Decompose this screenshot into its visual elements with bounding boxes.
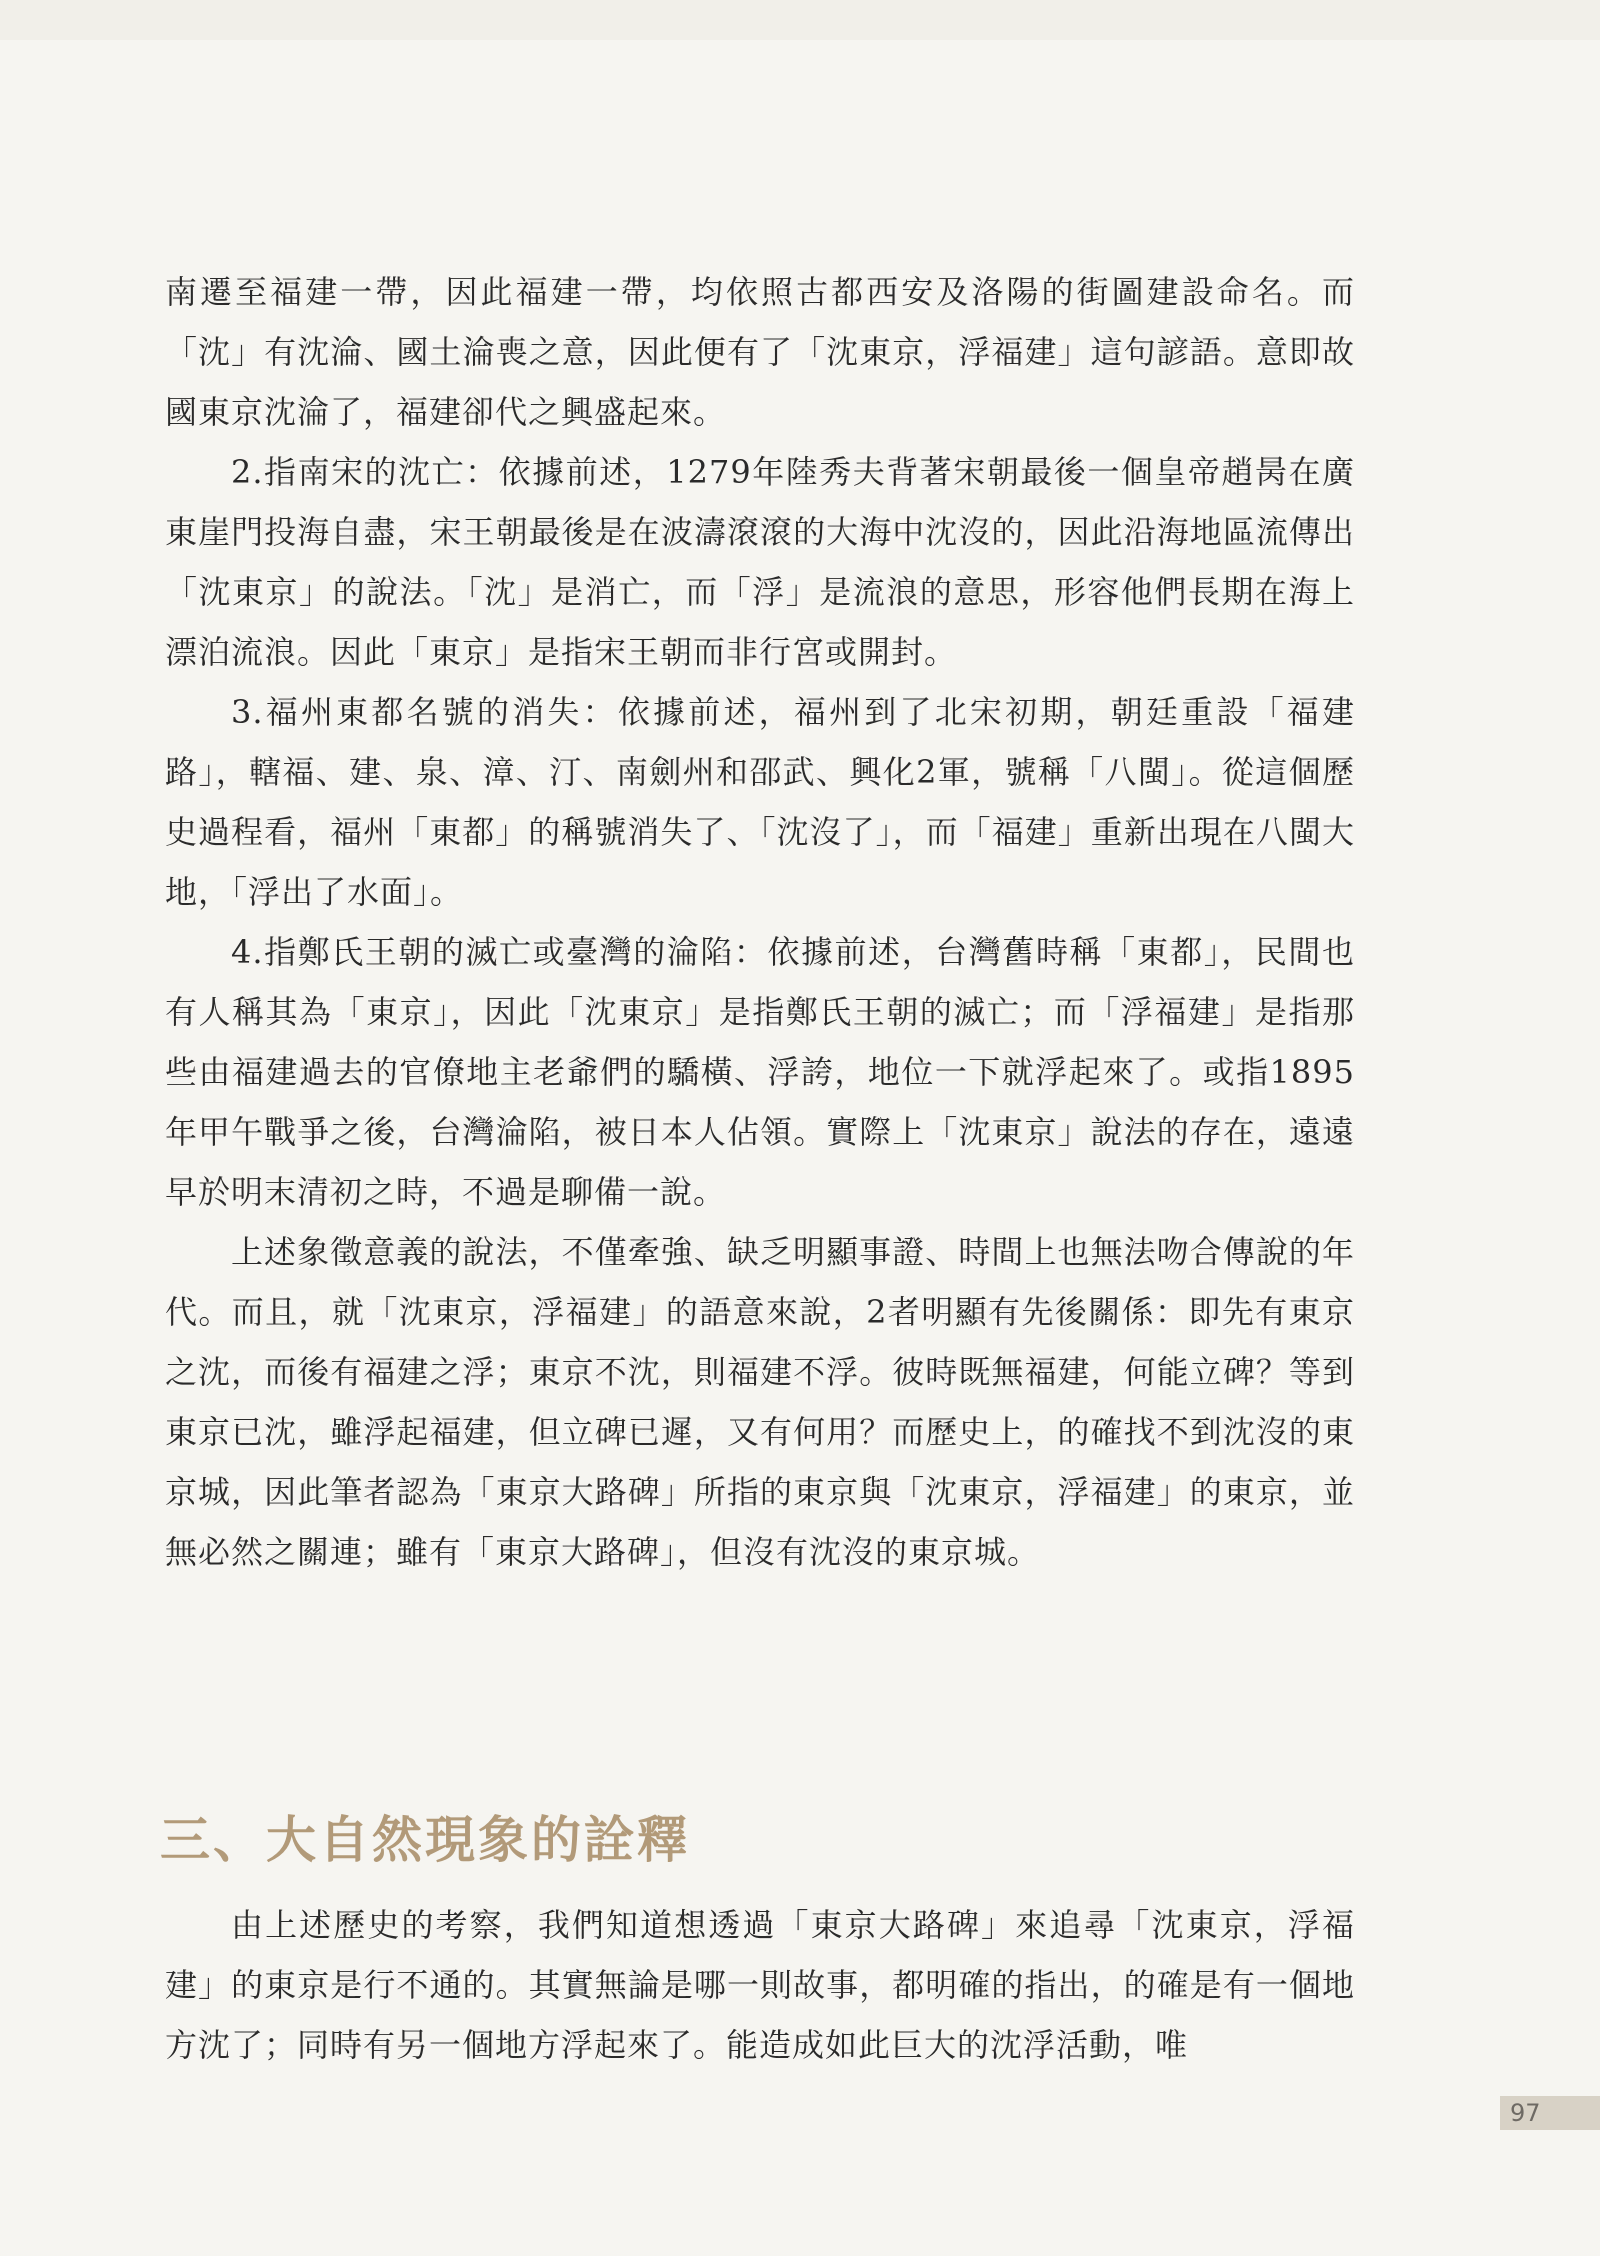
page-top-band — [0, 0, 1600, 40]
paragraph-item-2: 2.指南宋的沈亡：依據前述，1279年陸秀夫背著宋朝最後一個皇帝趙昺在廣東崖門投海自盡，宋王朝最後是在波濤滾滾的大海中沈沒的，因此沿海地區流傳出「沈東京」的說法。「沈」是消亡，而「浮」是流浪的意思，形容他們長期在海上漂泊流浪。因此「東京」是指宋王朝而非行宮或開封。 — [165, 453, 1355, 671]
section-paragraph: 由上述歷史的考察，我們知道想透過「東京大路碑」來追尋「沈東京，浮福建」的東京是行不通的。其實無論是哪一則故事，都明確的指出，的確是有一個地方沈了；同時有另一個地方浮起來了。能造成如此巨大的沈浮活動，唯 — [165, 1906, 1355, 2064]
page-body — [165, 262, 1355, 1582]
paragraph-item-4: 4.指鄭氏王朝的滅亡或臺灣的淪陷：依據前述，台灣舊時稱「東都」，民間也有人稱其為「東京」，因此「沈東京」是指鄭氏王朝的滅亡；而「浮福建」是指那些由福建過去的官僚地主老爺們的驕橫、浮誇，地位一下就浮起來了。或指1895年甲午戰爭之後，台灣淪陷，被日本人佔領。實際上「沈東京」說法的存在，遠遠早於明末清初之時，不過是聊備一說。 — [165, 933, 1355, 1211]
page-number: 97 — [1510, 2099, 1541, 2127]
section-body — [165, 1895, 1355, 2075]
paragraph-continuation: 南遷至福建一帶，因此福建一帶，均依照古都西安及洛陽的街圖建設命名。而「沈」有沈淪、國土淪喪之意，因此便有了「沈東京，浮福建」這句諺語。意即故國東京沈淪了，福建卻代之興盛起來。 — [165, 273, 1355, 431]
paragraph-summary: 上述象徵意義的說法，不僅牽強、缺乏明顯事證、時間上也無法吻合傳說的年代。而且，就「沈東京，浮福建」的語意來說，2者明顯有先後關係：即先有東京之沈，而後有福建之浮；東京不沈，則福建不浮。彼時既無福建，何能立碑？等到東京已沈，雖浮起福建，但立碑已遲，又有何用？而歷史上，的確找不到沈沒的東京城，因此筆者認為「東京大路碑」所指的東京與「沈東京，浮福建」的東京，並無必然之關連；雖有「東京大路碑」，但沒有沈沒的東京城。 — [165, 1233, 1355, 1571]
paragraph-item-3: 3.福州東都名號的消失：依據前述，福州到了北宋初期，朝廷重設「福建路」，轄福、建、泉、漳、汀、南劍州和邵武、興化2軍，號稱「八閩」。從這個歷史過程看，福州「東都」的稱號消失了、「沈沒了」，而「福建」重新出現在八閩大地，「浮出了水面」。 — [165, 693, 1355, 911]
section-heading: 三、大自然現象的詮釋 — [160, 1811, 690, 1869]
